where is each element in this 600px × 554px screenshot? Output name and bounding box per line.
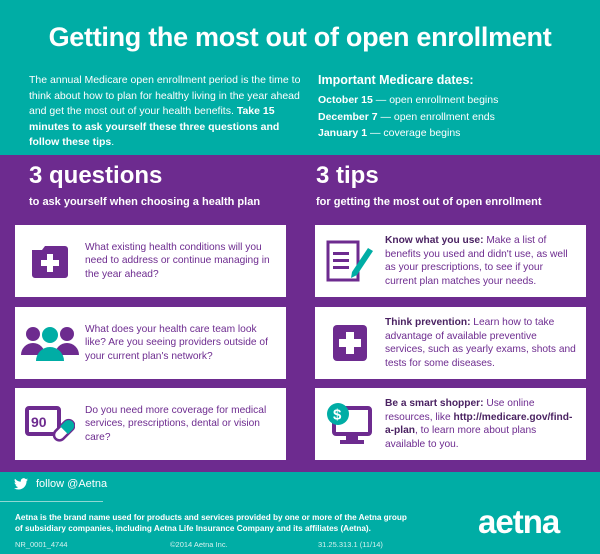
questions-heading: 3 questions	[29, 162, 163, 189]
tip-title: Think prevention:	[385, 317, 471, 328]
document-code: NR_0001_4744	[15, 540, 68, 549]
intro-end: .	[111, 136, 115, 148]
care-team-icon	[15, 325, 85, 361]
prescription-90-pill-icon	[15, 404, 85, 444]
date-item	[318, 125, 588, 142]
important-dates	[318, 73, 588, 142]
form-number: 31.25.313.1 (11/14)	[318, 540, 383, 549]
question-text: Do you need more coverage for medical services, prescriptions, dental or vision care?	[85, 404, 267, 443]
divider	[0, 501, 103, 502]
question-card	[15, 225, 286, 297]
tip-body: , to learn more about plans available to you.	[385, 425, 537, 450]
tip-title: Know what you use:	[385, 235, 484, 246]
aetna-logo: aetna	[478, 503, 560, 540]
date-item	[318, 109, 588, 126]
date: December 7	[318, 110, 378, 123]
medical-folder-icon	[15, 244, 85, 278]
tip-text	[385, 234, 586, 288]
badge-90: 90	[31, 414, 47, 430]
question-card	[15, 388, 286, 460]
tip-title: Be a smart shopper:	[385, 398, 484, 409]
date-item	[318, 92, 588, 109]
dates-heading: Important Medicare dates:	[318, 73, 474, 87]
follow-aetna-link[interactable]	[14, 478, 107, 490]
date-desc: — open enrollment begins	[372, 94, 499, 106]
copyright: ©2014 Aetna Inc.	[170, 540, 228, 549]
tip-card	[315, 225, 586, 297]
date-desc: — open enrollment ends	[377, 110, 495, 123]
medical-cross-icon	[315, 325, 385, 361]
legal-text: Aetna is the brand name used for products and services provided by one or more of the Aetna group of subsidiary companies, including Aetna Life Insurance Company and its affiliates (Aetna).	[15, 513, 407, 533]
tips-heading: 3 tips	[316, 162, 379, 189]
tip-text	[385, 397, 586, 451]
tip-body: Use online resources, like	[385, 398, 535, 423]
twitter-icon	[14, 478, 28, 490]
date-desc: — coverage begins	[367, 127, 461, 139]
date: January 1	[318, 127, 368, 139]
intro-bold: Take 15 minutes to ask yourself these three questions and follow these tips	[29, 105, 280, 148]
checklist-pencil-icon	[315, 238, 385, 284]
questions-subheading: to ask yourself when choosing a health plan	[29, 196, 261, 208]
dollar-monitor-icon	[315, 402, 385, 446]
tip-body: Make a list of benefits you used and didn't use, as well as your prescriptions, to see if your current plan matches your needs.	[385, 235, 568, 287]
tips-subheading: for getting the most out of open enrollment	[316, 196, 542, 208]
page-title: Getting the most out of open enrollment	[48, 22, 552, 52]
tip-body: Learn how to take advantage of available preventive services, such as yearly exams, shots and tests for some diseases.	[385, 317, 576, 369]
follow-label: follow @Aetna	[36, 478, 108, 490]
intro-text	[29, 73, 304, 151]
dollar-sign: $	[333, 406, 342, 424]
medicare-link[interactable]: http://medicare.gov/find-a-plan	[385, 411, 573, 436]
tip-card	[315, 307, 586, 379]
intro-body: The annual Medicare open enrollment period is the time to think about how to plan for healthy living in the year ahead and get the most out of your health benefits.	[29, 74, 301, 117]
tip-card	[315, 388, 586, 460]
question-text: What existing health conditions will you need to address or continue managing in the year ahead?	[85, 241, 270, 280]
date: October 15	[318, 94, 373, 106]
question-card	[15, 307, 286, 379]
tip-text	[385, 316, 586, 370]
question-text: What does your health care team look like? Are you seeing providers outside of your current plan's network?	[85, 323, 268, 362]
tips-section	[0, 155, 600, 472]
